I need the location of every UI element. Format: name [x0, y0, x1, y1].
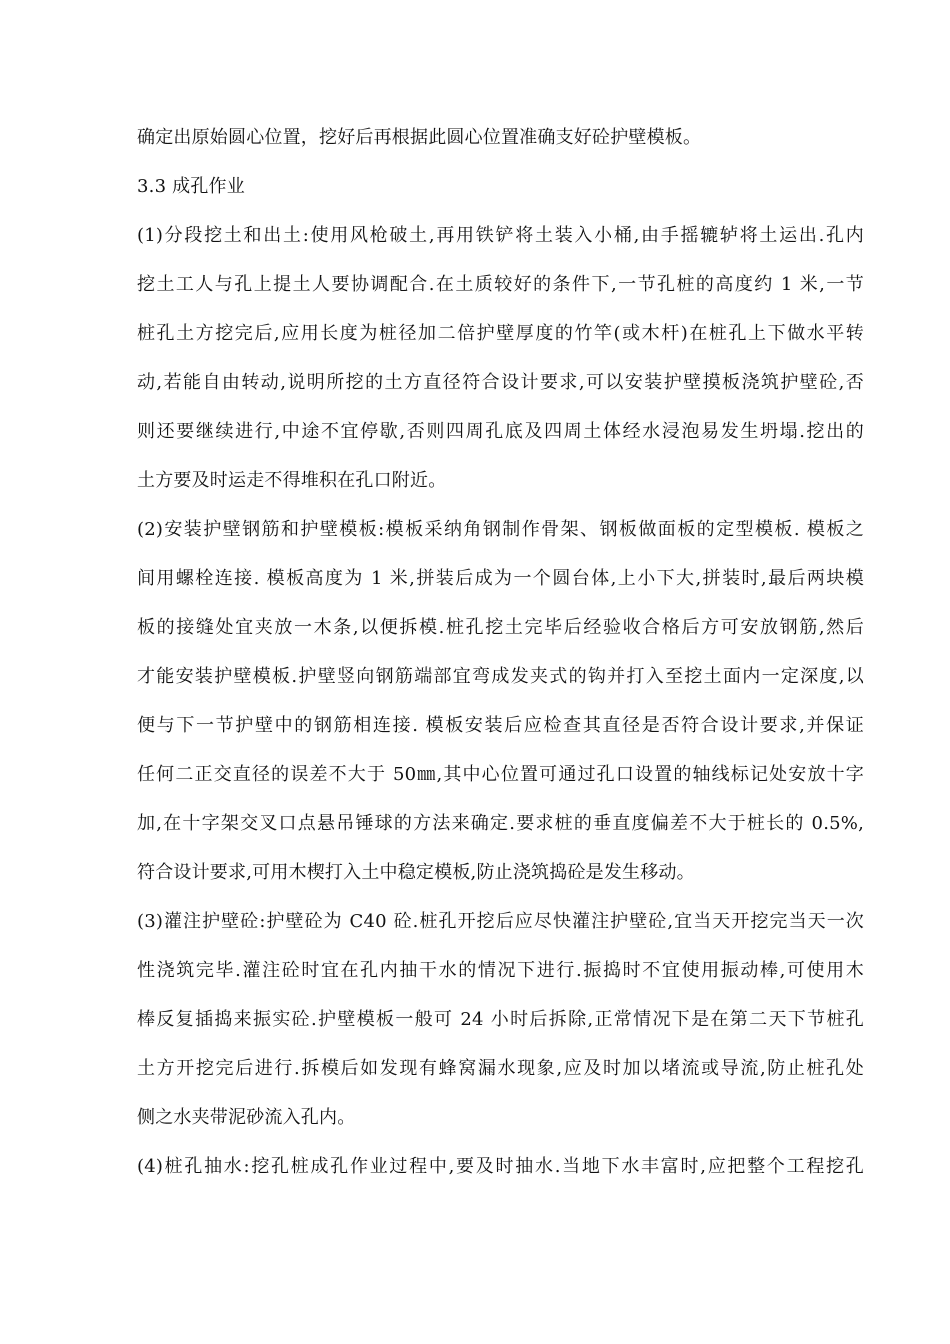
text-line-1: 确定出原始圆心位置，挖好后再根据此圆心位置准确支好砼护壁模板。 [137, 127, 702, 148]
text-line-9: (2)安装护壁钢筋和护壁模板:模板采纳角钢制作骨架、钢板做面板的定型模板. 模板之 [137, 519, 864, 540]
text-line-17: (3)灌注护壁砼:护壁砼为 C40 砼.桩孔开挖后应尽快灌注护壁砼,宜当天开挖完当天一次 [137, 911, 864, 932]
section-heading: 3.3 成孔作业 [137, 176, 245, 197]
text-line-4: 挖土工人与孔上提土人要协调配合.在土质较好的条件下,一节孔桩的高度约 1 米,一节 [137, 274, 864, 295]
text-line-14: 任何二正交直径的误差不大于 50㎜,其中心位置可通过孔口设置的轴线标记处安放十字 [137, 764, 864, 785]
text-line-21: 侧之水夹带泥砂流入孔内。 [137, 1107, 356, 1128]
text-line-8: 土方要及时运走不得堆积在孔口附近。 [137, 470, 447, 491]
text-line-16: 符合设计要求,可用木楔打入土中稳定模板,防止浇筑捣砼是发生移动。 [137, 862, 695, 883]
text-line-13: 便与下一节护壁中的钢筋相连接. 模板安装后应检查其直径是否符合设计要求,并保证 [137, 715, 864, 736]
text-line-20: 土方开挖完后进行.拆模后如发现有蜂窝漏水现象,应及时加以堵流或导流,防止桩孔处 [137, 1058, 864, 1079]
text-line-3: (1)分段挖土和出土:使用风枪破土,再用铁铲将土装入小桶,由手摇辘轳将土运出.孔内 [137, 225, 864, 246]
text-line-22: (4)桩孔抽水:挖孔桩成孔作业过程中,要及时抽水.当地下水丰富时,应把整个工程挖孔 [137, 1156, 864, 1177]
text-line-7: 则还要继续进行,中途不宜停歇,否则四周孔底及四周土体经水浸泡易发生坍塌.挖出的 [137, 421, 864, 442]
text-line-5: 桩孔土方挖完后,应用长度为桩径加二倍护壁厚度的竹竿(或木杆)在桩孔上下做水平转 [137, 323, 864, 344]
text-line-18: 性浇筑完毕.灌注砼时宜在孔内抽干水的情况下进行.振捣时不宜使用振动棒,可使用木 [137, 960, 864, 981]
text-line-12: 才能安装护壁模板.护壁竖向钢筋端部宜弯成发夹式的钩并打入至挖土面内一定深度,以 [137, 666, 864, 687]
text-line-11: 板的接缝处宜夹放一木条,以便拆模.桩孔挖土完毕后经验收合格后方可安放钢筋,然后 [137, 617, 864, 638]
text-line-6: 动,若能自由转动,说明所挖的土方直径符合设计要求,可以安装护壁摸板浇筑护壁砼,否 [137, 372, 864, 393]
text-line-19: 棒反复插捣来振实砼.护壁模板一般可 24 小时后拆除,正常情况下是在第二天下节桩孔 [137, 1009, 864, 1030]
text-line-10: 间用螺栓连接. 模板高度为 1 米,拼装后成为一个圆台体,上小下大,拼装时,最后两块模 [137, 568, 864, 589]
text-line-15: 加,在十字架交叉口点悬吊锤球的方法来确定.要求桩的垂直度偏差不大于桩长的 0.5%, [137, 813, 864, 834]
